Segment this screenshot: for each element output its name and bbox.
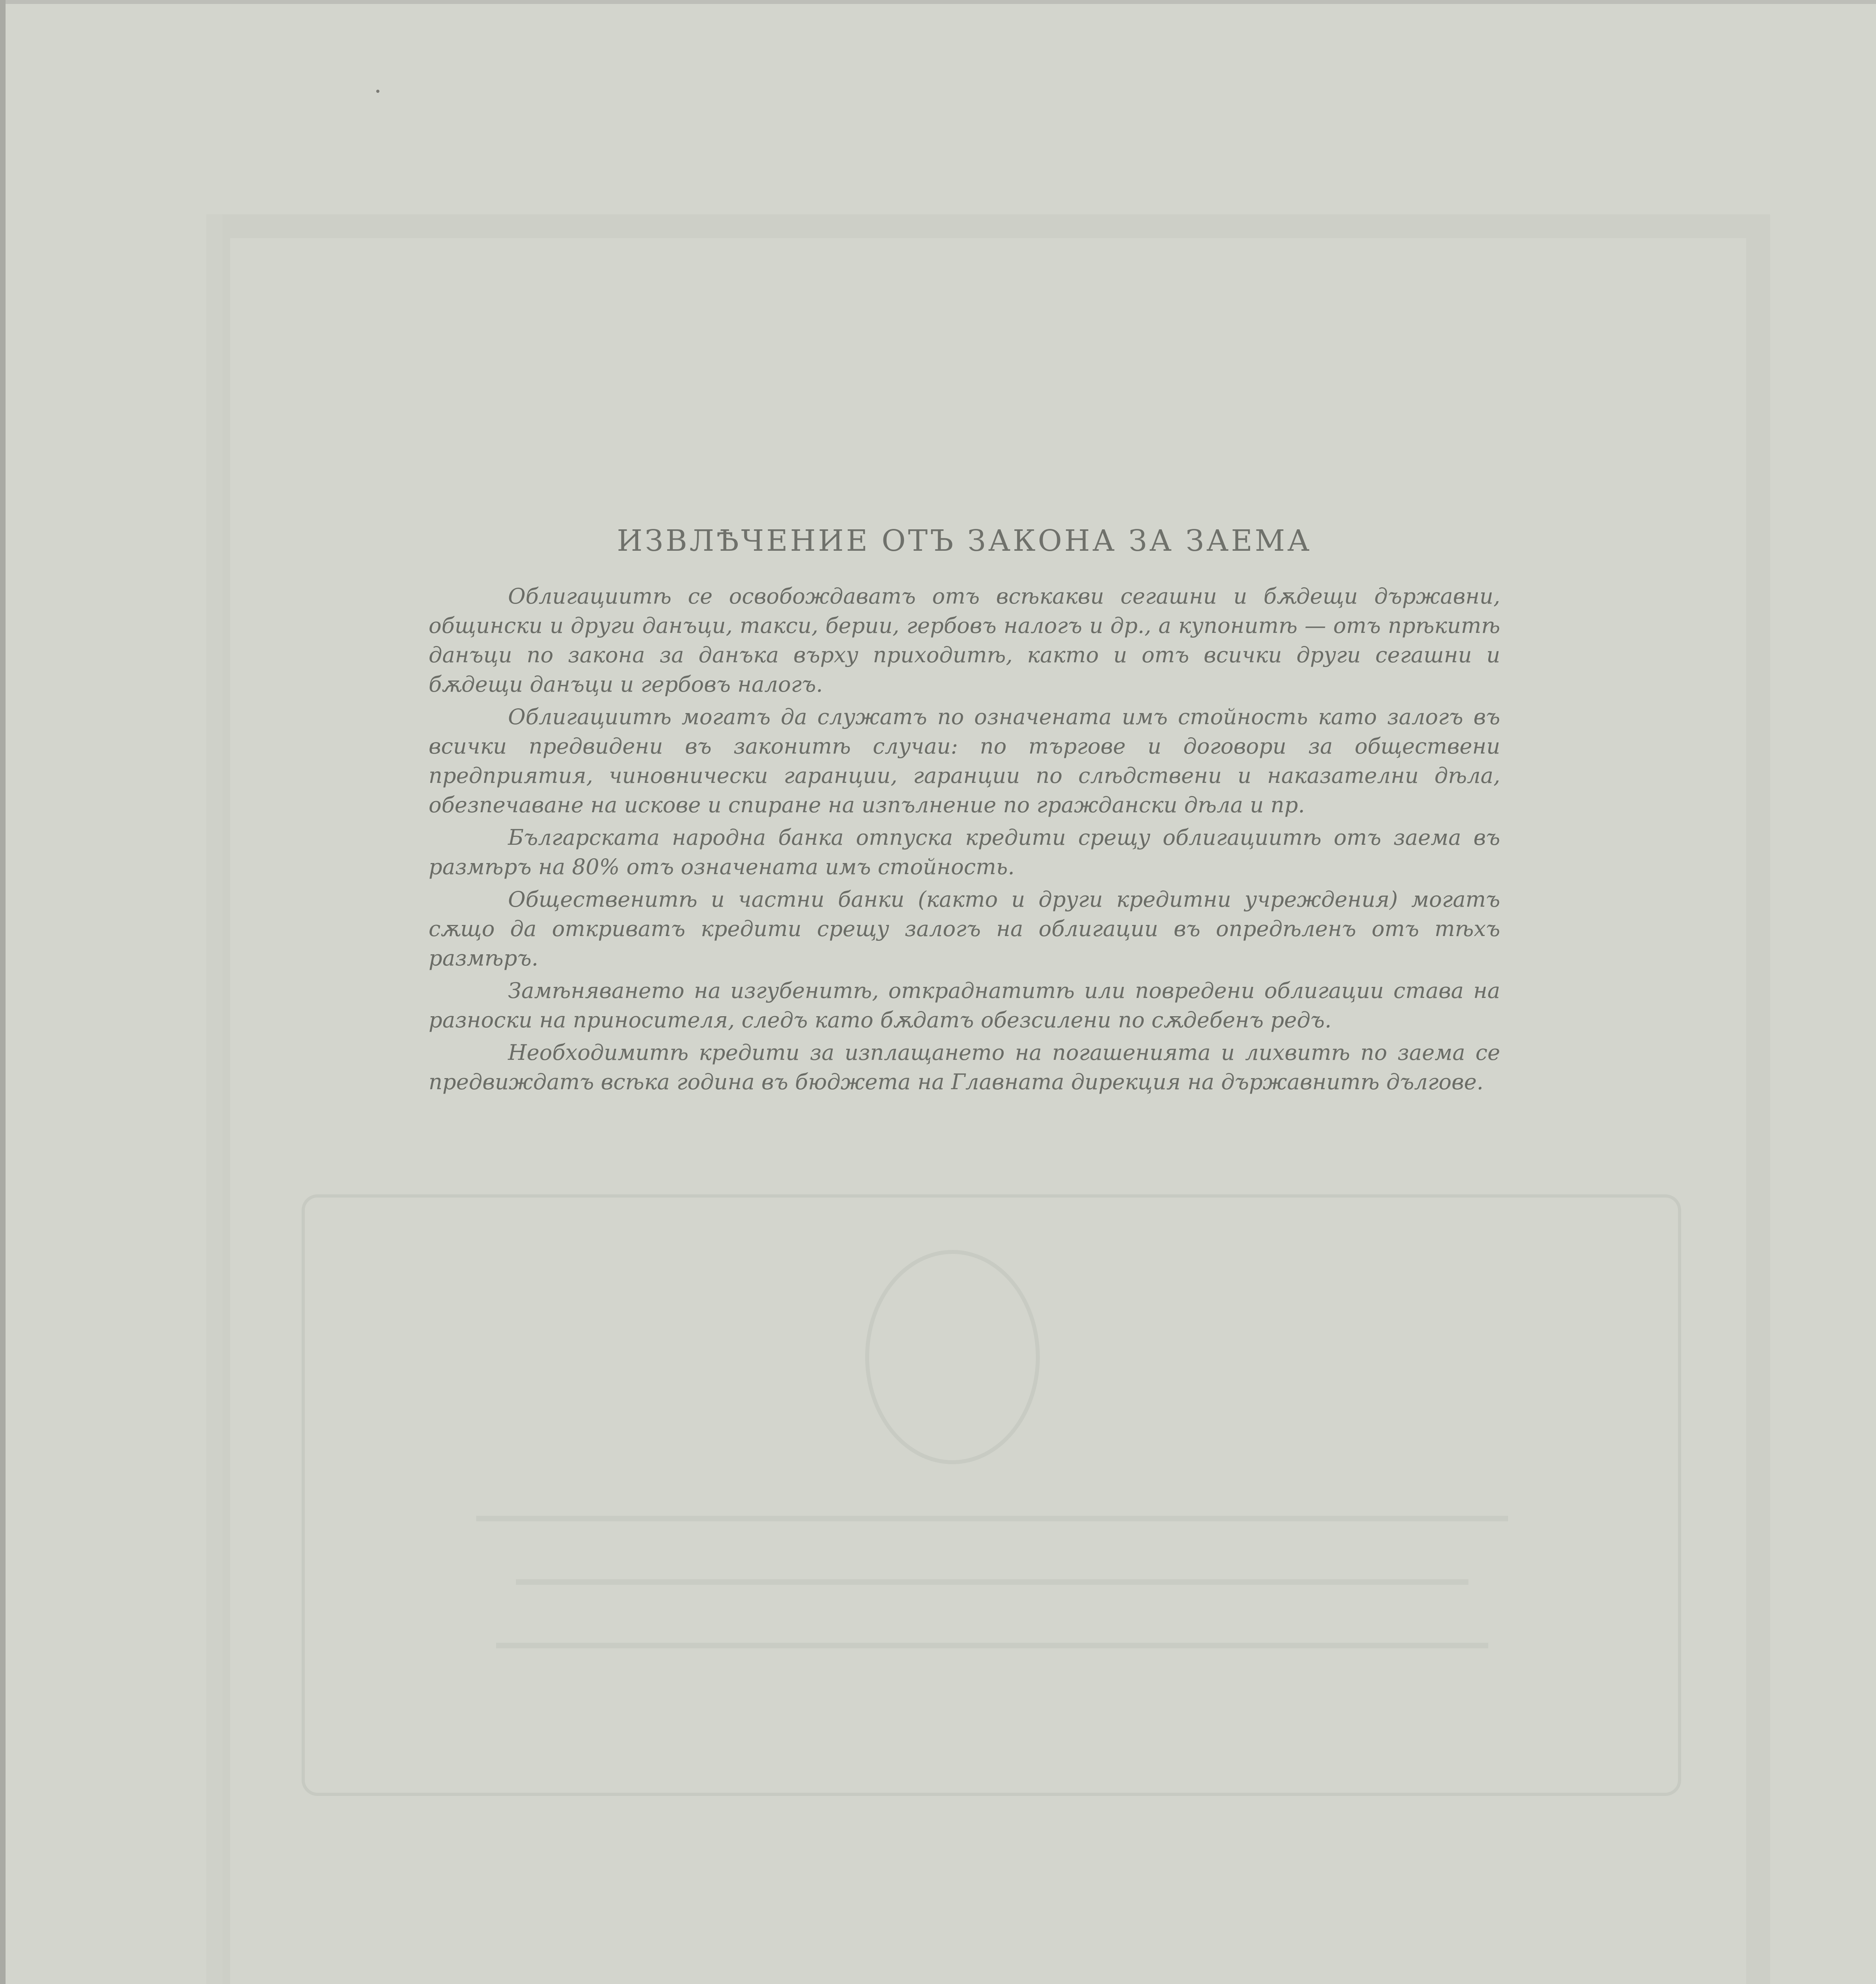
reverse-print-shadow (206, 214, 222, 1984)
extract-title: ИЗВЛѢЧЕНИЕ ОТЪ ЗАКОНА ЗА ЗАЕМА (617, 524, 1312, 558)
reverse-print-line (476, 1516, 1508, 1521)
extract-paragraph: Общественитѣ и частни банки (както и други кредитни учреждения) могатъ сѫщо да откриватъ кредити срещу залогъ на облигации въ опредѣленъ отъ тѣхъ размѣръ. (429, 887, 1500, 971)
scan-edge-top (0, 0, 1876, 4)
scan-edge-left (0, 0, 6, 1984)
reverse-print-emblem (865, 1250, 1040, 1464)
ink-speck (376, 90, 379, 93)
extract-paragraph: Облигациитѣ се освобождаватъ отъ всѣкакви сегашни и бѫдещи държавни, общински и други данъци, такси, берии, гербовъ налогъ и др., а купонитѣ — отъ прѣкитѣ данъци по закона за данъка върху приходитѣ, както и отъ всички други сегашни и бѫдещи данъци и гербовъ налогъ. (429, 584, 1500, 697)
extract-paragraph: Българската народна банка отпуска кредити срещу облигациитѣ отъ заема въ размѣръ на 80% отъ означената имъ стойность. (429, 825, 1500, 879)
reverse-print-line (496, 1643, 1488, 1648)
law-extract (429, 524, 1500, 1100)
extract-paragraph: Облигациитѣ могатъ да служатъ по означената имъ стойность като залогъ въ всички предвидени въ законитѣ случаи: по търгове и договори за обществени предприятия, чиновнически гаранции, гаранции по слѣдствени и наказателни дѣла, обезпечаване на искове и спиране на изпълнение по граждански дѣла и пр. (429, 704, 1500, 817)
extract-paragraph: Необходимитѣ кредити за изплащането на погашенията и лихвитѣ по заема се предвиждатъ всѣка година въ бюджета на Главната дирекция на държавнитѣ дългове. (429, 1040, 1500, 1094)
reverse-print-line (516, 1579, 1468, 1585)
extract-paragraph: Замѣняването на изгубенитѣ, откраднатитѣ или повредени облигации става на разноски на приносителя, следъ като бѫдатъ обезсилени по сѫдебенъ редъ. (429, 978, 1500, 1032)
